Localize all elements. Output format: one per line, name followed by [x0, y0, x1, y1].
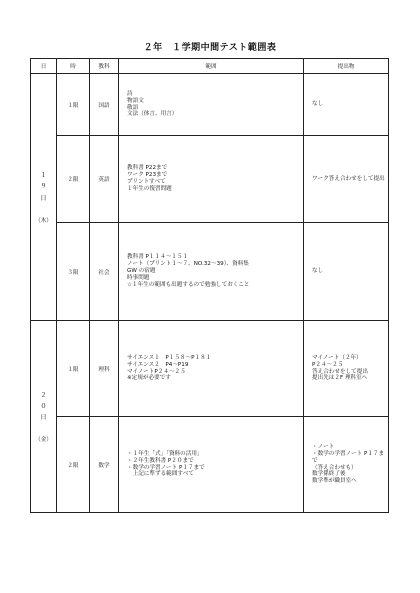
range-line: サイエンス１ P１５８～P１８１	[127, 354, 212, 361]
table-row	[31, 136, 389, 223]
subject-cell: 国語	[90, 74, 119, 136]
table-row	[31, 74, 389, 136]
range-line: ☆１年生の範囲も出題するので勉強しておくこと	[127, 281, 250, 288]
submission-line: ・ノート	[312, 443, 335, 450]
submission-line: ワーク答え合わせをして提出	[312, 175, 385, 182]
submission-cell	[304, 223, 389, 321]
weekday: （木）	[35, 217, 52, 224]
day-cell	[31, 74, 57, 321]
day-char: 日	[40, 194, 47, 202]
submission-line: （答え合わせも）	[312, 464, 357, 471]
table-row	[31, 417, 389, 513]
range-line: ノート（プリント１～７、NO.32～39）、資料集	[127, 261, 249, 268]
submission-line: なし	[312, 268, 324, 274]
submission-line: P２４～２５	[312, 361, 344, 368]
submission-cell	[304, 136, 389, 223]
submission-cell	[304, 321, 389, 417]
range-cell	[119, 223, 304, 321]
period-cell: ３限	[57, 223, 90, 321]
range-line: ・１年生「式」「資料の活用」	[127, 450, 203, 457]
submission-line: 数学準が職員室へ	[312, 478, 357, 485]
submission-line: 答え合わせをして提出	[312, 368, 368, 375]
range-line: 教科書 P１１４～１５１	[127, 254, 189, 261]
range-cell	[119, 321, 304, 417]
subject-cell: 数学	[90, 417, 119, 513]
submission-line: マイノート（２年）	[312, 354, 362, 361]
range-line: マイノートP２４～２５	[127, 368, 186, 375]
header-period: 時	[57, 59, 90, 74]
page-title: ２年 １学期中間テスト範囲表	[143, 43, 277, 53]
period-cell: １限	[57, 321, 90, 417]
range-line: 時事問題	[127, 274, 150, 281]
submission-line: 提出先は２F 理科室へ	[312, 375, 368, 382]
subject-cell: 英語	[90, 136, 119, 223]
range-line: ※定規が必要です	[127, 375, 171, 382]
range-line: ・２年生教科書 P２０まで	[127, 457, 194, 464]
day-cell	[31, 321, 57, 513]
day-char: ９	[40, 183, 47, 191]
range-line: サイエンス２ P4～P19	[127, 361, 189, 368]
submission-cell	[304, 74, 389, 136]
range-cell	[119, 136, 304, 223]
subject-cell: 社会	[90, 223, 119, 321]
header-day: 日	[31, 59, 57, 74]
weekday: （金）	[35, 437, 52, 444]
range-line: 上記に準ずる範囲すべて	[127, 471, 195, 478]
range-line: ワーク P23まで	[127, 172, 168, 179]
submission-line: 数学係終了後	[312, 471, 346, 478]
subject-cell: 理科	[90, 321, 119, 417]
submission-cell	[304, 417, 389, 513]
period-cell: ２限	[57, 136, 90, 223]
period-cell: ２限	[57, 417, 90, 513]
header-row	[31, 59, 389, 74]
period-cell: １限	[57, 74, 90, 136]
range-line: 敬語	[127, 104, 139, 111]
header-range: 範囲	[119, 59, 304, 74]
table-row	[31, 321, 389, 417]
range-line: 物語文	[127, 97, 144, 104]
range-cell	[119, 417, 304, 513]
day-char: ２	[40, 391, 47, 399]
table-row	[31, 223, 389, 321]
submission-line: なし	[312, 101, 324, 107]
header-submission: 提出物	[304, 59, 389, 74]
submission-line: ・数学の学習ノート P１７まで	[312, 450, 385, 464]
range-line: GW の宿題	[127, 268, 156, 274]
range-line: プリントすべて	[127, 179, 166, 185]
header-subject: 教科	[90, 59, 119, 74]
range-line: 詩	[127, 90, 133, 97]
day-char: １	[40, 172, 47, 180]
range-line: １年生の復習問題	[127, 185, 172, 192]
exam-range-table	[30, 58, 389, 513]
range-line: 文法（体言、用言）	[127, 111, 178, 118]
range-cell	[119, 74, 304, 136]
day-char: ０	[40, 402, 47, 410]
day-char: 日	[40, 414, 47, 422]
range-line: ・数学の学習ノート P１７まで	[127, 464, 205, 471]
range-line: 教科書 P22まで	[127, 165, 168, 172]
